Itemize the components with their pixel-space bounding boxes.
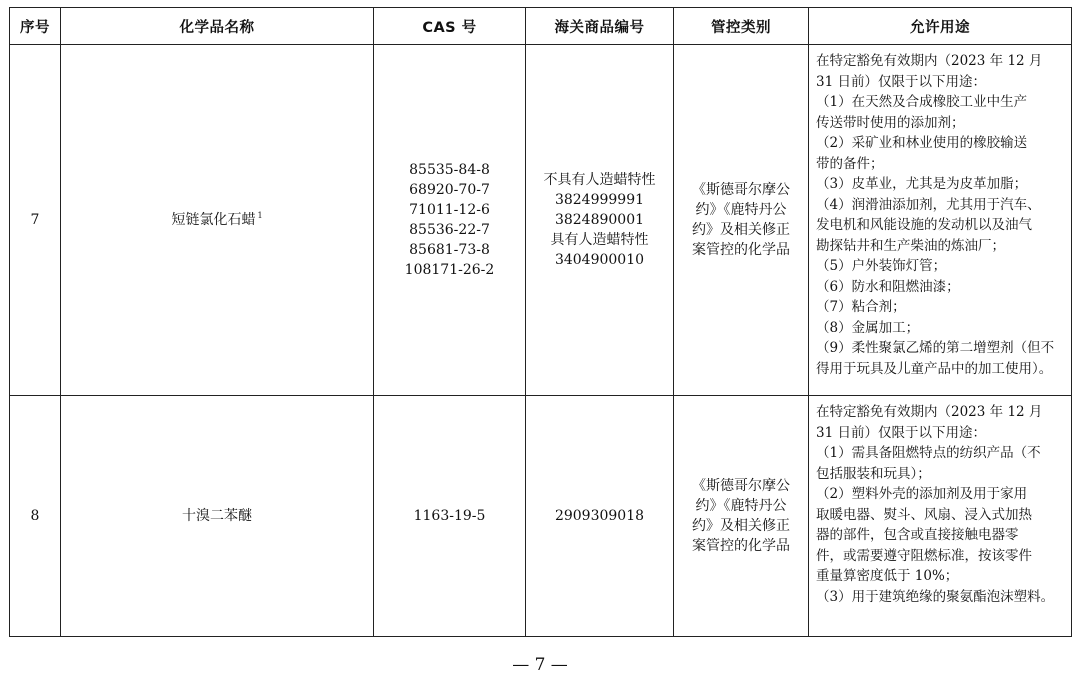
use-line: （7）粘合剂； [816, 299, 906, 315]
hs-code-line: 3404900010 [554, 252, 645, 268]
use-line: 件，或需要遵守阻燃标准，按该零件 [816, 547, 1032, 564]
use-line: （1）在天然及合成橡胶工业中生产 [816, 94, 1028, 110]
use-line: 在特定豁免有效期内（2023 年 12 月 [816, 53, 1043, 69]
row-cas-numbers [374, 396, 526, 637]
header-cas: CAS 号 [374, 8, 526, 45]
chemical-name-text: 短链氯化石蜡 [171, 212, 256, 228]
use-line: （2）塑料外壳的添加剂及用于家用 [816, 486, 1028, 502]
control-line: 约》《鹿特丹公 [695, 202, 787, 218]
row-seq: 7 [10, 45, 61, 396]
use-line: （6）防水和阻燃油漆； [816, 278, 960, 295]
table-row [10, 396, 1072, 637]
use-line: （8）金属加工； [816, 319, 920, 336]
row-chemical-name [61, 45, 374, 396]
control-line: 案管控的化学品 [692, 242, 790, 258]
control-line: 约》《鹿特丹公 [695, 498, 787, 514]
hs-code-line: 不具有人造蜡特性 [543, 172, 656, 188]
use-line: （4）润滑油添加剂，尤其用于汽车、 [816, 196, 1041, 213]
control-line: 约》及相关修正 [692, 222, 790, 238]
header-hs-code: 海关商品编号 [526, 8, 674, 45]
use-line: 带的备件； [816, 155, 884, 172]
use-line: 在特定豁免有效期内（2023 年 12 月 [816, 404, 1043, 420]
hs-code-line: 2909309018 [554, 508, 645, 524]
use-line: 发电机和风能设施的发动机以及油气 [816, 217, 1032, 233]
control-line: 案管控的化学品 [692, 538, 790, 554]
cas-number: 71011-12-6 [409, 202, 490, 218]
header-control-category: 管控类别 [674, 8, 809, 45]
header-seq: 序号 [10, 8, 61, 45]
header-permitted-uses: 允许用途 [809, 8, 1072, 45]
hs-code-line: 具有人造蜡特性 [550, 232, 649, 248]
footnote-marker: 1 [257, 211, 263, 221]
row-hs-codes [526, 45, 674, 396]
row-hs-codes [526, 396, 674, 637]
header-chemical-name: 化学品名称 [61, 8, 374, 45]
use-line: 得用于玩具及儿童产品中的加工使用）。 [816, 360, 1053, 377]
use-line: 取暖电器、熨斗、风扇、浸入式加热 [816, 506, 1032, 523]
control-line: 约》及相关修正 [692, 518, 790, 534]
hs-code-line: 3824890001 [554, 212, 645, 228]
page-number: — 7 — [512, 655, 568, 675]
row-chemical-name [61, 396, 374, 637]
cas-number: 1163-19-5 [413, 508, 486, 524]
use-line: 传送带时使用的添加剂； [816, 114, 965, 131]
cas-number: 85535-84-8 [409, 162, 490, 178]
row-seq: 8 [10, 396, 61, 637]
hs-code-line: 3824999991 [554, 192, 645, 208]
table-header-row [10, 8, 1072, 45]
control-line: 《斯德哥尔摩公 [692, 478, 790, 494]
row-control-category [674, 396, 809, 637]
row-control-category [674, 45, 809, 396]
use-line: （9）柔性聚氯乙烯的第二增塑剂（但不 [816, 340, 1055, 356]
row-cas-numbers [374, 45, 526, 396]
use-line: （3）用于建筑绝缘的聚氨酯泡沫塑料。 [816, 588, 1055, 605]
use-line: （2）采矿业和林业使用的橡胶输送 [816, 135, 1028, 151]
cas-number: 68920-70-7 [409, 182, 490, 198]
row-permitted-uses [809, 45, 1072, 396]
chemicals-table [9, 7, 1072, 637]
use-line: 勘探钻井和生产柴油的炼油厂； [816, 237, 1005, 254]
use-line: （1）需具备阻燃特点的纺织产品（不 [816, 445, 1041, 461]
use-line: （3）皮革业，尤其是为皮革加脂； [816, 176, 1028, 192]
use-line: 包括服装和玩具）； [816, 465, 931, 482]
row-permitted-uses [809, 396, 1072, 637]
table-row [10, 45, 1072, 396]
use-line: （5）户外装饰灯管； [816, 258, 947, 274]
cas-number: 85681-73-8 [409, 242, 490, 258]
cas-number: 85536-22-7 [409, 222, 490, 238]
cas-number: 108171-26-2 [404, 262, 495, 278]
use-line: 重量算密度低于 10%； [816, 568, 959, 584]
chemical-name-text: 十溴二苯醚 [182, 508, 252, 524]
use-line: 31 日前）仅限于以下用途： [816, 73, 986, 90]
control-line: 《斯德哥尔摩公 [692, 182, 790, 198]
use-line: 器的部件，包含或直接接触电器零 [816, 527, 1019, 543]
use-line: 31 日前）仅限于以下用途： [816, 424, 986, 441]
